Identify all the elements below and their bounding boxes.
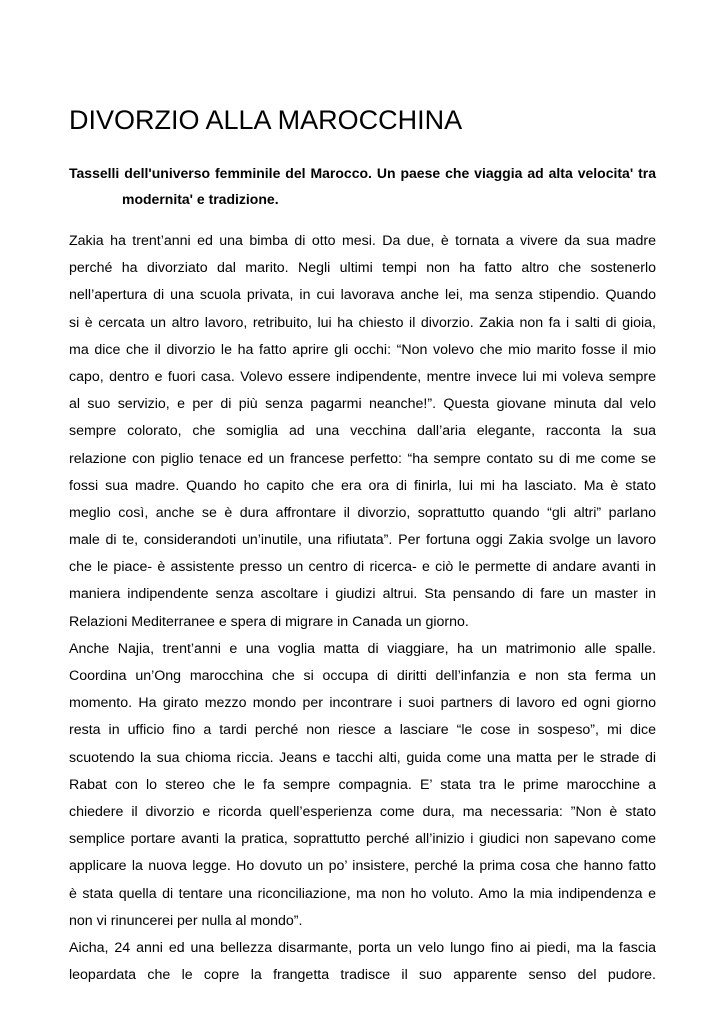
body-line: Rabat con lo stereo che le fa sempre compagnia. E’ stata tra le prime marocchine a: [69, 776, 656, 793]
body-line: Zakia ha trent’anni ed una bimba di otto mesi. Da due, è tornata a vivere da sua madre: [69, 233, 656, 249]
body-line: al suo servizio, e per di più senza pagarmi neanche!”. Questa giovane minuta dal velo: [69, 396, 656, 413]
page-title: DIVORZIO ALLA MAROCCHINA: [69, 105, 463, 135]
body-line: perché ha divorziato dal marito. Negli ultimi tempi non ha fatto altro che sostenerlo: [69, 260, 656, 277]
subtitle-line: Tasselli dell'universo femminile del Marocco. Un paese che viaggia ad alta velocita' tra: [69, 165, 656, 181]
body-line: chiedere il divorzio e ricorda quell’esperienza come dura, ma necessaria: ”Non è stato: [69, 803, 656, 820]
body-line: non vi rinuncerei per nulla al mondo”.: [69, 912, 303, 929]
body-line: ma dice che il divorzio le ha fatto aprire gli occhi: “Non volevo che mio marito fosse il mio: [69, 341, 656, 358]
subtitle: [69, 160, 656, 212]
body-line: fossi sua madre. Quando ho capito che era ora di finirla, lui mi ha lasciato. Ma è stato: [69, 477, 656, 494]
body-line: scuotendo la sua chioma riccia. Jeans e tacchi alti, guida come una matta per le strade di: [69, 749, 656, 766]
body-line: momento. Ha girato mezzo mondo per incontrare i suoi partners di lavoro ed ogni giorno: [69, 695, 656, 712]
body-line: leopardata che le copre la frangetta tradisce il suo apparente senso del pudore.: [69, 967, 656, 984]
subtitle-line: modernita' e tradizione.: [122, 191, 279, 207]
article-body: [69, 228, 656, 989]
body-line: capo, dentro e fuori casa. Volevo essere indipendente, mentre invece lui mi voleva sempre: [69, 368, 656, 385]
body-line: è stata quella di tentare una riconciliazione, ma non ho voluto. Amo la mia indipendenza e: [69, 885, 656, 902]
body-line: Coordina un’Ong marocchina che si occupa di diritti dell’infanzia e non sta ferma un: [69, 668, 656, 684]
body-line: Anche Najia, trent’anni e una voglia matta di viaggiare, ha un matrimonio alle spalle.: [69, 640, 656, 657]
body-line: maniera indipendente senza ascoltare i giudizi altrui. Sta pensando di fare un master in: [69, 586, 656, 603]
body-line: Relazioni Mediterranee e spera di migrare in Canada un giorno.: [69, 613, 469, 630]
body-line: Aicha, 24 anni ed una bellezza disarmante, porta un velo lungo fino ai piedi, ma la fascia: [69, 939, 656, 956]
body-line: relazione con piglio tenace ed un francese perfetto: “ha sempre contato su di me come se: [69, 450, 656, 467]
body-line: nell’apertura di una scuola privata, in cui lavorava anche lei, ma senza stipendio. Quando: [69, 287, 656, 304]
body-line: applicare la nuova legge. Ho dovuto un po’ insistere, perché la prima cosa che hanno fatto: [69, 858, 656, 875]
body-line: meglio così, anche se è dura affrontare il divorzio, soprattutto quando “gli altri” parlano: [69, 504, 656, 521]
body-line: che le piace- è assistente presso un centro di ricerca- e ciò le permette di andare avanti in: [69, 559, 656, 576]
body-line: resta in ufficio fino a tardi perché non riesce a lasciare “le cose in sospeso”, mi dice: [69, 722, 656, 739]
body-line: si è cercata un altro lavoro, retribuito, lui ha chiesto il divorzio. Zakia non fa i salti di gioia,: [69, 314, 656, 331]
body-line: semplice portare avanti la pratica, soprattutto perché all’inizio i giudici non sapevano come: [69, 831, 656, 848]
body-line: sempre colorato, che somiglia ad una vecchina dall’aria elegante, racconta la sua: [69, 423, 656, 440]
body-line: male di te, considerandoti un’inutile, una rifiutata”. Per fortuna oggi Zakia svolge un lavoro: [69, 532, 656, 549]
